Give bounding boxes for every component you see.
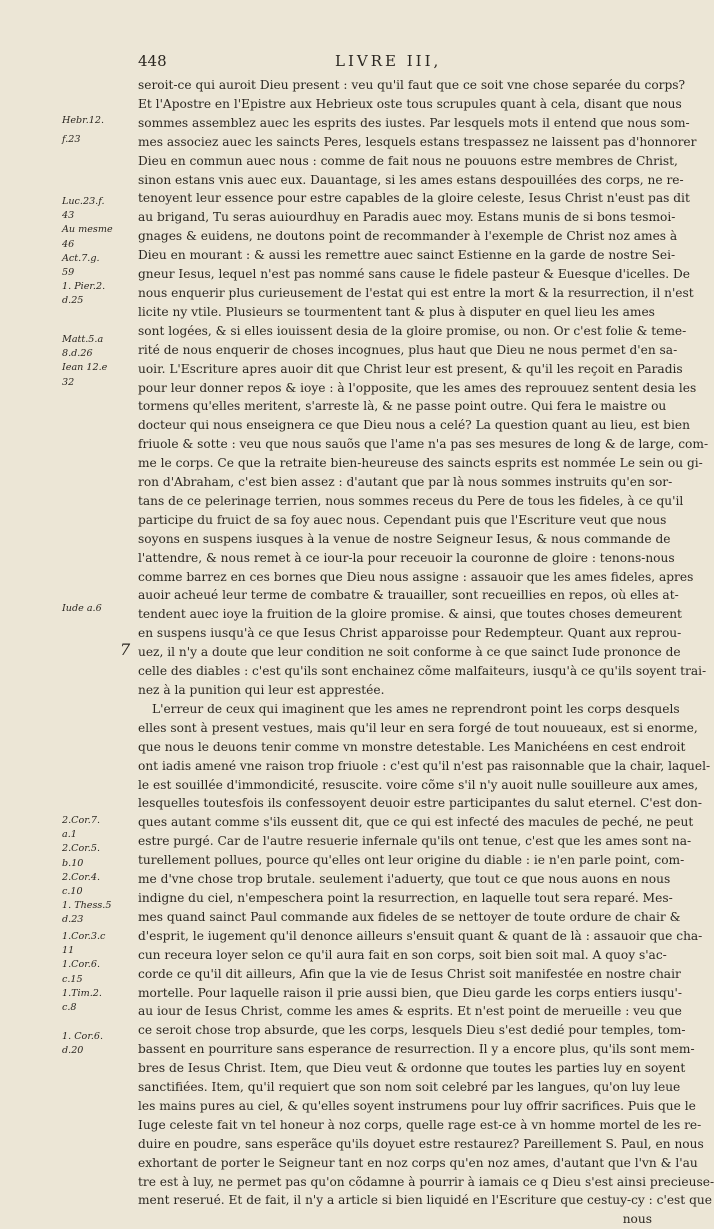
margin-note: d.25 (62, 295, 84, 307)
margin-note: 1. Cor.6. (62, 1031, 104, 1042)
text-line: exhortant de porter le Seigneur tant en noz corps qu'en noz ames, d'autant que l'vn & l'au (138, 1155, 698, 1170)
text-line: pour leur donner repos & ioye : à l'opposite, que les ames des reprouuez sentent desia les (138, 380, 697, 395)
text-line: Et l'Apostre en l'Epistre aux Hebrieux oste tous scrupules quant à cela, disant que nous (138, 96, 682, 111)
page-number: 448 (138, 52, 167, 70)
margin-note: c.10 (62, 886, 83, 897)
text-line: friuole & sotte : veu que nous sauõs que l'ame n'a pas ses mesures de long & de large, com- (138, 437, 709, 452)
text-line: uez, il n'y a doute que leur condition ne soit conforme à ce que sainct Iude prononce de (138, 645, 681, 660)
text-line: auoir acheué leur terme de combatre & trauailler, sont recueillies en repos, où elles at- (138, 588, 679, 603)
text-line: mes quand sainct Paul commande aux fideles de se nettoyer de toute ordure de chair & (138, 909, 681, 924)
margin-note: 32 (62, 376, 75, 388)
margin-note: 1.Cor.6. (62, 959, 101, 971)
margin-note: 1.Tim.2. (62, 987, 102, 999)
text-line: docteur qui nous enseignera ce que Dieu nous a celé? La question quant au lieu, est bien (138, 418, 690, 433)
text-line: me le corps. Ce que la retraite bien-heureuse des saincts esprits est nommée Le sein ou gi- (138, 456, 703, 471)
text-line: Iuge celeste fait vn tel honeur à noz corps, quelle rage est-ce à vn homme mortel de les re- (138, 1117, 702, 1132)
text-line: participe du fruict de sa foy auec nous. Cependant puis que l'Escriture veut que nous (138, 512, 667, 527)
text-line: ron d'Abraham, c'est bien assez : d'autant que par là nous sommes instruits qu'en sor- (138, 475, 673, 490)
text-line: sanctifiées. Item, qu'il requiert que son nom soit celebré par les langues, qu'on luy leue (138, 1080, 681, 1095)
text-line: celle des diables : c'est qu'ils sont enchainez cõme malfaiteurs, iusqu'à ce qu'ils soyent trai- (138, 664, 707, 679)
text-line: ques autant comme s'ils eussent dit, que ce qui est infecté des macules de peché, ne peut (138, 815, 694, 830)
margin-note: f.23 (62, 133, 81, 145)
text-line: sommes assemblez auec les esprits des iustes. Par lesquels mots il entend que nous som- (138, 115, 690, 130)
text-line: tans de ce pelerinage terrien, nous sommes receus du Pere de tous les fideles, à ce qu'il (138, 493, 684, 508)
margin-note: c.8 (62, 1002, 77, 1013)
text-line: bassent en pourriture sans esperance de resurrection. Il y a encore plus, qu'ils sont mem- (138, 1042, 695, 1057)
margin-note: Matt.5.a (62, 334, 104, 345)
margin-note: 8.d.26 (62, 348, 93, 360)
margin-note: Au mesme (62, 224, 113, 236)
text-line: indigne du ciel, n'empeschera point la resurrection, en laquelle tout sera reparé. Mes- (138, 890, 673, 905)
margin-note: c.15 (62, 973, 83, 985)
margin-note: 1. Thess.5 (62, 900, 112, 912)
text-line: nous enquerir plus curieusement de l'estat qui est entre la mort & la resurrection, il n'est (138, 285, 694, 300)
text-line: au brigand, Tu seras auiourdhuy en Paradis auec moy. Estans munis de si bons tesmoi- (138, 210, 676, 225)
text-line: le est souillée d'immondicité, resuscite. voire cõme s'il n'y auoit nulle souilleure aux ames, (138, 777, 699, 792)
text-line: tre est à luy, ne permet pas qu'on cõdamne à pourrir à iamais ce q Dieu s'est ainsi precieuse- (138, 1174, 714, 1189)
text-line: ont iadis amené vne raison trop friuole : c'est qu'il n'est pas raisonnable que la chair, laquel- (138, 758, 711, 773)
margin-note: d.23 (62, 914, 84, 926)
text-line: turellement pollues, pource qu'elles ont leur origine du diable : ie n'en parle point, com- (138, 853, 685, 868)
margin-note: 2.Cor.5. (62, 843, 101, 855)
text-line: uoir. L'Escriture apres auoir dit que Christ leur est present, & qu'il les reçoit en Paradis (138, 361, 683, 376)
margin-note: d.20 (62, 1045, 84, 1057)
text-line: que nous le deuons tenir comme vn monstre detestable. Les Manichéens en cest endroit (138, 739, 686, 754)
text-line: corde ce qu'il dit ailleurs, Afin que la vie de Iesus Christ soit manifestée en nostre chair (138, 966, 681, 981)
margin-note: Iean 12.e (62, 362, 108, 374)
text-line: ment reserué. Et de fait, il n'y a article si bien liquidé en l'Escriture que cestuy-cy : c'est que (138, 1193, 712, 1208)
text-line: comme barrez en ces bornes que Dieu nous assigne : assauoir que les ames fideles, apres (138, 569, 694, 584)
text-line: soyons en suspens iusques à la venue de nostre Seigneur Iesus, & nous commande de (138, 531, 671, 546)
text-line: d'esprit, le iugement qu'il denonce ailleurs s'ensuit quant & quant de là : assauoir que cha- (138, 928, 703, 943)
text-line: au iour de Iesus Christ, comme les ames & esprits. Et n'est point de merueille : veu que (138, 1004, 682, 1019)
margin-note: 1. Pier.2. (62, 281, 106, 293)
text-line: me d'vne chose trop brutale. seulement i'aduerty, que tout ce que nous auons en nous (138, 872, 671, 887)
text-line: cun receura loyer selon ce qu'il aura fait en son corps, soit bien soit mal. A quoy s'ac- (138, 947, 667, 962)
margin-note: a.1 (62, 829, 77, 841)
text-line: L'erreur de ceux qui imaginent que les ames ne reprendront point les corps desquels (152, 701, 680, 716)
paragraph-number: 7 (120, 640, 131, 659)
running-head (0, 52, 700, 72)
margin-note: Iude a.6 (62, 603, 102, 614)
margin-note: 59 (62, 267, 75, 278)
margin-note: b.10 (62, 857, 84, 869)
text-line: l'attendre, & nous remet à ce iour-la pour receuoir la couronne de gloire : tenons-nous (138, 550, 675, 565)
text-line: Dieu en commun auec nous : comme de fait nous ne pouuons estre membres de Christ, (138, 153, 678, 168)
text-line: nez à la punition qui leur est apprestée. (138, 683, 385, 697)
text-line: seroit-ce qui auroit Dieu present : veu qu'il faut que ce soit vne chose separée du corps? (138, 78, 686, 92)
text-line: Dieu en mourant : & aussi les remettre auec sainct Estienne en la garde de nostre Sei- (138, 248, 676, 263)
margin-note: 11 (62, 945, 75, 957)
text-line: bres de Iesus Christ. Item, que Dieu veut & ordonne que toutes les parties luy en soyent (138, 1061, 686, 1076)
text-line: elles sont à present vestues, mais qu'il leur en sera forgé de tout nouueaux, est si enorme, (138, 720, 698, 735)
text-line: rité de nous enquerir de choses incognues, plus haut que Dieu ne nous permet d'en sa- (138, 342, 678, 357)
text-line: estre purgé. Car de l'autre resuerie infernale qu'ils ont tenue, c'est que les ames sont na- (138, 834, 692, 849)
text-line: gnages & euidens, ne doutons point de recommander à l'exemple de Christ noz ames à (138, 229, 678, 244)
margin-note: 1.Cor.3.c (62, 931, 106, 942)
margin-note: Act.7.g. (62, 252, 100, 264)
margin-note: 43 (62, 210, 75, 222)
body-text (138, 76, 714, 1229)
text-line: tendent auec ioye la fruition de la gloire promise. & ainsi, que toutes choses demeurent (138, 607, 682, 622)
margin-note: 2.Cor.4. (62, 871, 101, 883)
margin-note: 46 (62, 238, 75, 250)
text-line: mes associez auec les saincts Peres, lesquels estans trespassez ne laissent pas d'honnorer (138, 134, 697, 149)
text-line: licite ny vtile. Plusieurs se tourmentent tant & plus à disputer en quel lieu les ames (138, 304, 655, 319)
running-title: LIVRE III, (335, 52, 442, 70)
text-line: en suspens iusqu'à ce que Iesus Christ apparoisse pour Redempteur. Quant aux reprou- (138, 626, 682, 641)
margin-note: 2.Cor.7. (62, 815, 101, 826)
margin-note: Luc.23.f. (62, 196, 105, 207)
text-line: sinon estans vnis auec eux. Dauantage, si les ames estans despouillées des corps, ne re- (138, 172, 684, 187)
text-line: mortelle. Pour laquelle raison il prie aussi bien, que Dieu garde les corps entiers iusqu'- (138, 985, 683, 1000)
text-line: sont logées, & si elles iouissent desia de la gloire promise, ou non. Or c'est folie & teme- (138, 323, 687, 338)
text-line: tormens qu'elles meritent, s'arreste là, & ne passe point outre. Qui fera le maistre ou (138, 399, 667, 414)
text-line: nous (622, 1212, 652, 1227)
text-line: ce seroit chose trop absurde, que les corps, lesquels Dieu s'est dedié pour temples, tom- (138, 1023, 686, 1038)
margin-note: Hebr.12. (62, 114, 105, 126)
text-line: les mains pures au ciel, & qu'elles soyent instrumens pour luy offrir sacrifices. Puis que le (138, 1098, 696, 1113)
text-line: duire en poudre, sans esperãce qu'ils doyuet estre restaurez? Pareillement S. Paul, en nous (138, 1136, 704, 1151)
text-line: lesquelles toutesfois ils confessoyent deuoir estre participantes du salut eternel. C'est don- (138, 796, 702, 811)
text-line: tenoyent leur essence pour estre capables de la gloire celeste, Iesus Christ n'eust pas dit (138, 191, 690, 206)
text-line: gneur Iesus, lequel n'est pas nommé sans cause le fidele pasteur & Euesque d'icelles. De (138, 267, 690, 282)
